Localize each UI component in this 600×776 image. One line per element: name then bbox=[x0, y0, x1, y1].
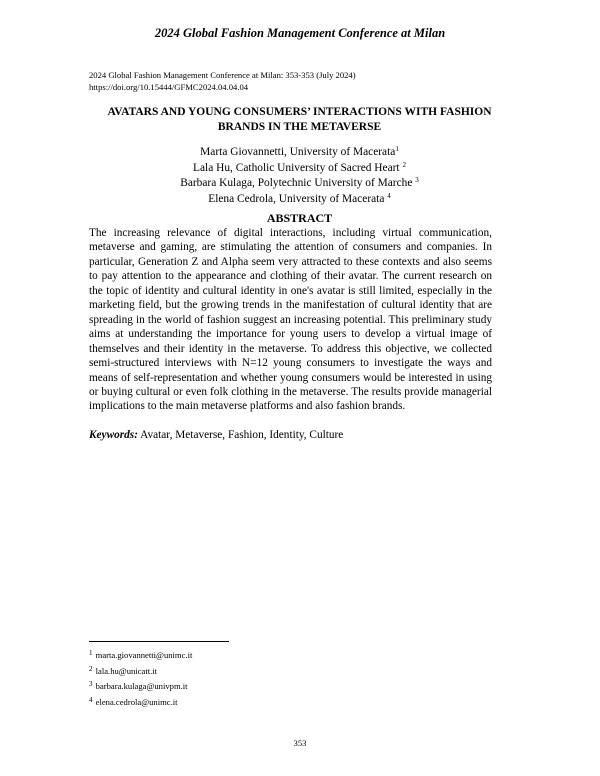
conference-header: 2024 Global Fashion Management Conference at Milan bbox=[154, 26, 446, 40]
footnote-number: 4 bbox=[89, 695, 93, 704]
footnote-number: 2 bbox=[89, 664, 93, 673]
footnote-mark: 1 bbox=[395, 145, 399, 153]
author-name: Barbara Kulaga, Polytechnic University of Marche bbox=[180, 177, 416, 190]
footnote-list bbox=[89, 648, 389, 710]
author-name: Elena Cedrola, University of Macerata bbox=[208, 192, 388, 205]
footnote-email: barbara.kulaga@univpm.it bbox=[95, 681, 188, 691]
doi-line: https://doi.org/10.15444/GFMC2024.04.04.04 bbox=[89, 81, 249, 92]
abstract-heading: ABSTRACT bbox=[266, 211, 333, 225]
keywords-text: Avatar, Metaverse, Fashion, Identity, Culture bbox=[137, 429, 344, 441]
author-name: Lala Hu, Catholic University of Sacred Heart bbox=[193, 161, 403, 174]
author-line bbox=[89, 192, 510, 208]
citation-block bbox=[89, 70, 509, 93]
footnote-mark: 3 bbox=[415, 176, 419, 185]
title-line: AVATARS AND YOUNG CONSUMERS’ INTERACTIONS WITH FASHION bbox=[107, 106, 492, 118]
abstract-body: The increasing relevance of digital interactions, including virtual communication, metaverse and gaming, are stimulating the attention of consumers and companies. In particular, Generation Z and Alpha seem very attracted to these contexts and also seems to pay attention to the appearance and clothing of their avatar. The current research on the topic of identity and cultural identity in one's avatar is still limited, especially in the marketing field, but the growing trends in the manifestation of cultural identity that are spreading in the world of fashion suggest an increasing potential. This preliminary study aims at understanding the importance for young users to develop a virtual image of themselves and their identity in the metaverse. To address this objective, we collected semi-structured interviews with N=12 young consumers to investigate the ways and means of self-representation and whether young consumers would be interested in using or buying cultural or even folk clothing in the metaverse. The results provide managerial implications to the main metaverse platforms and also fashion brands. bbox=[89, 227, 492, 413]
footnote-item bbox=[89, 695, 389, 711]
footnote-email: elena.cedrola@unimc.it bbox=[95, 696, 178, 707]
footnote-email: marta.giovannetti@unimc.it bbox=[95, 650, 193, 660]
footnote-divider bbox=[89, 641, 229, 642]
footnote-email: lala.hu@unicatt.it bbox=[95, 665, 158, 676]
author-name: Marta Giovannetti, University of Macerata bbox=[200, 146, 396, 158]
author-line bbox=[89, 161, 510, 177]
author-line bbox=[89, 145, 510, 161]
footnote-item bbox=[89, 679, 389, 695]
author-list bbox=[89, 145, 510, 207]
footnote-mark: 4 bbox=[387, 191, 391, 200]
footnote-mark: 2 bbox=[402, 160, 406, 169]
title-line: BRANDS IN THE METAVERSE bbox=[217, 121, 382, 133]
footnote-item bbox=[89, 664, 389, 680]
footnote-number: 3 bbox=[89, 680, 93, 688]
page-number: 353 bbox=[293, 738, 307, 748]
footnote-item bbox=[89, 648, 389, 664]
keywords-label: Keywords: bbox=[89, 429, 138, 441]
citation-line: 2024 Global Fashion Management Conference at Milan: 353-353 (July 2024) bbox=[89, 70, 356, 80]
keywords-line bbox=[89, 429, 510, 441]
author-line bbox=[89, 176, 510, 192]
paper-title bbox=[89, 105, 510, 135]
footnote-number: 1 bbox=[89, 649, 93, 657]
